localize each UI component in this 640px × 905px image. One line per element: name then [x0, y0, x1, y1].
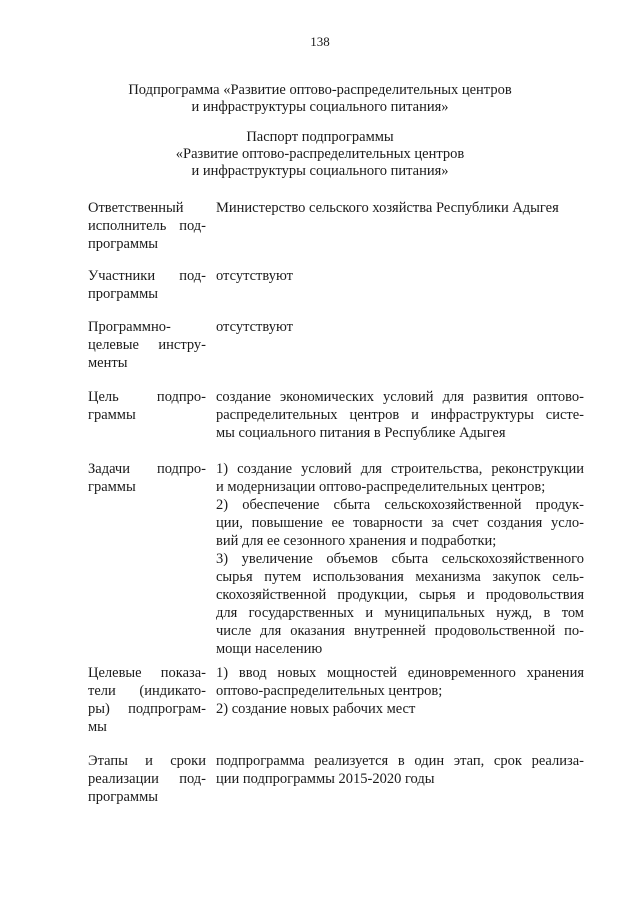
value-line: 3) увеличение объемов сбыта сельскохозяйственного [216, 551, 584, 567]
label-line: Целевые показа- [88, 665, 206, 681]
label-line: реализации под- [88, 771, 206, 787]
row-value [216, 752, 584, 788]
value-line: подпрограмма реализуется в один этап, срок реализа- [216, 753, 584, 769]
value-line: ции, повышение ее товарности за счет создания усло- [216, 515, 584, 531]
label-line: Программно- [88, 319, 171, 335]
label-line: целевые инстру- [88, 337, 206, 353]
row-label [88, 752, 206, 806]
row-label [88, 460, 206, 496]
value-line: мы социального питания в Республике Адыгея [216, 425, 506, 441]
label-line: Цель подпро- [88, 389, 206, 405]
value-line: мощи населению [216, 641, 323, 657]
value-line: 1) ввод новых мощностей единовременного хранения [216, 665, 584, 681]
subprogram-title [0, 82, 640, 116]
value-line: для государственных и муниципальных нужд, в том [216, 605, 584, 621]
value-line: создание экономических условий для развития оптово- [216, 389, 584, 405]
value-line: 1) создание условий для строительства, реконструкции [216, 461, 584, 477]
label-line: Ответственный [88, 200, 184, 216]
value-line: распределительных центров и инфраструктуры систе- [216, 407, 584, 423]
subprogram-title-line-2: и инфраструктуры социального питания» [191, 99, 449, 115]
row-value [216, 388, 584, 442]
passport-heading-line-3: и инфраструктуры социального питания» [191, 163, 449, 179]
passport-heading-line-2: «Развитие оптово-распределительных центров [175, 146, 465, 162]
label-line: программы [88, 789, 158, 805]
value-line: скохозяйственной продукции, сырья и продовольствия [216, 587, 584, 603]
row-label [88, 318, 206, 372]
label-line: тели (индикато- [88, 683, 206, 699]
passport-heading-line-1: Паспорт подпрограммы [246, 129, 394, 145]
label-line: граммы [88, 407, 136, 423]
row-value [216, 199, 584, 217]
page-number: 138 [310, 34, 330, 49]
label-line: ры) подпрограм- [88, 701, 206, 717]
value-line: отсутствуют [216, 268, 293, 284]
subprogram-title-line-1: Подпрограмма «Развитие оптово-распределительных центров [128, 82, 512, 98]
passport-heading [0, 129, 640, 180]
value-line: вий для ее сезонного хранения и подработки; [216, 533, 497, 549]
label-line: мы [88, 719, 107, 735]
row-value [216, 460, 584, 658]
label-line: граммы [88, 479, 136, 495]
value-line: числе для оказания внутренней продовольственной по- [216, 623, 584, 639]
row-label [88, 199, 206, 253]
value-line: 2) обеспечение сбыта сельскохозяйственной продук- [216, 497, 584, 513]
value-line: 2) создание новых рабочих мест [216, 701, 416, 717]
row-label [88, 664, 206, 736]
value-line: Министерство сельского хозяйства Республики Адыгея [216, 200, 559, 216]
label-line: программы [88, 236, 158, 252]
value-line: и модернизации оптово-распределительных центров; [216, 479, 546, 495]
value-line: отсутствуют [216, 319, 293, 335]
label-line: программы [88, 286, 158, 302]
value-line: сырья путем использования механизма закупок сель- [216, 569, 584, 585]
row-value [216, 664, 584, 718]
value-line: оптово-распределительных центров; [216, 683, 443, 699]
value-line: ции подпрограммы 2015-2020 годы [216, 771, 435, 787]
label-line: Задачи подпро- [88, 461, 206, 477]
row-value [216, 267, 584, 285]
label-line: исполнитель под- [88, 218, 206, 234]
label-line: менты [88, 355, 128, 371]
label-line: Участники под- [88, 268, 206, 284]
row-label [88, 388, 206, 424]
row-label [88, 267, 206, 303]
row-value [216, 318, 584, 336]
label-line: Этапы и сроки [88, 753, 206, 769]
